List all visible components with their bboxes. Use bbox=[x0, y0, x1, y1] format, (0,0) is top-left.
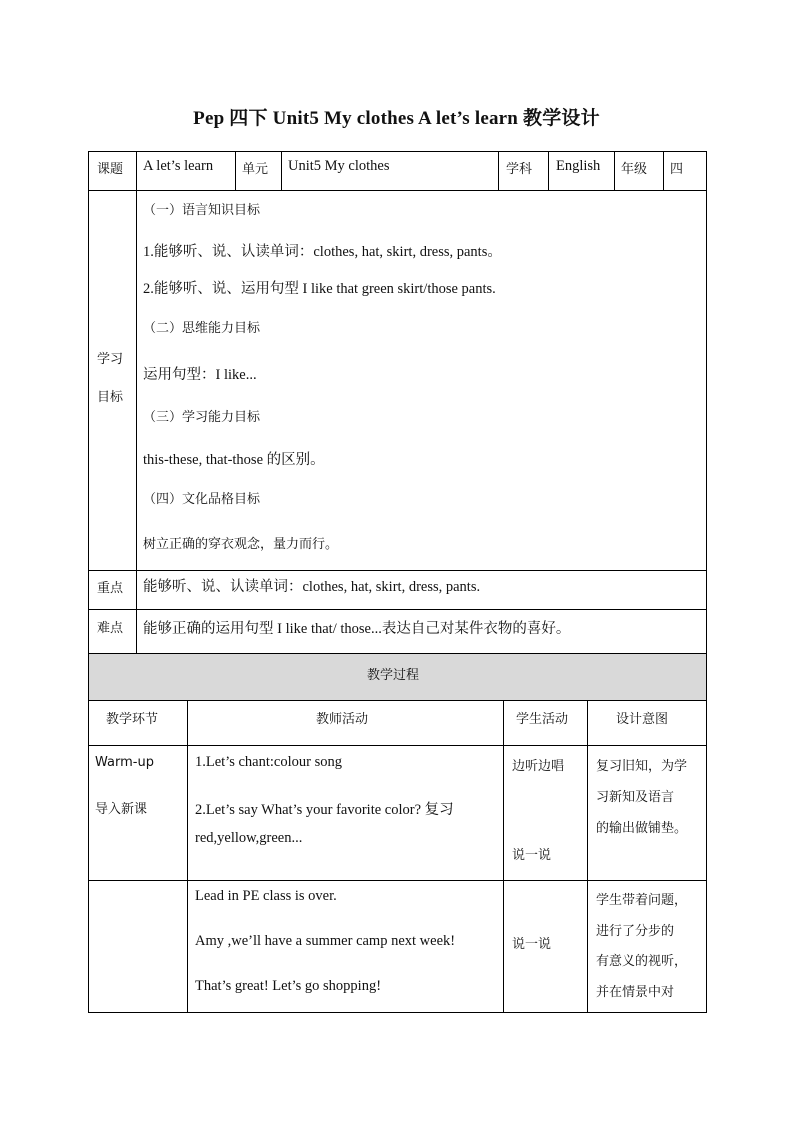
objective-line: （四）文化品格目标 bbox=[143, 492, 261, 507]
student-cell-line: 说一说 bbox=[512, 937, 552, 952]
objective-line: （三）学习能力目标 bbox=[143, 410, 261, 425]
teacher-cell-line: That’s great! Let’s go shopping! bbox=[195, 978, 382, 994]
process-col-divider bbox=[587, 700, 588, 1013]
table-col-divider bbox=[614, 151, 615, 191]
stage-cell-line: 导入新课 bbox=[95, 802, 148, 817]
document-title: Pep 四下 Unit5 My clothes A let’s learn 教学设计 bbox=[193, 108, 600, 129]
intent-cell-line: 习新知及语言 bbox=[596, 790, 675, 805]
process-col-divider bbox=[187, 700, 188, 1013]
intent-cell-line: 复习旧知，为学 bbox=[596, 759, 688, 774]
teacher-cell-line: Lead in PE class is over. bbox=[195, 888, 337, 904]
grade-label: 年级 bbox=[621, 162, 648, 177]
table-row-divider bbox=[88, 609, 707, 610]
table-col-divider bbox=[548, 151, 549, 191]
process-heading: 教学过程 bbox=[367, 668, 420, 683]
objective-line: this-these, that-those 的区别。 bbox=[143, 452, 325, 468]
process-row-divider bbox=[88, 880, 707, 881]
teacher-cell-line: Amy ,we’ll have a summer camp next week! bbox=[195, 933, 456, 949]
table-border-left bbox=[88, 151, 89, 654]
objective-line: 运用句型：I like... bbox=[143, 367, 257, 383]
process-border-bottom bbox=[88, 1012, 707, 1013]
table-col-divider bbox=[136, 151, 137, 654]
difficulty-value: 能够正确的运用句型 I like that/ those...表达自己对某件衣物的喜好。 bbox=[143, 621, 571, 637]
process-border-right bbox=[706, 654, 707, 1013]
student-cell-line: 说一说 bbox=[512, 848, 552, 863]
table-border-right bbox=[706, 151, 707, 654]
grade-value: 四 bbox=[670, 162, 684, 177]
objectives-label: 目标 bbox=[97, 390, 124, 405]
table-col-divider bbox=[663, 151, 664, 191]
objective-line: 2.能够听、说、运用句型 I like that green skirt/those pants. bbox=[143, 281, 496, 297]
objective-line: 1.能够听、说、认读单词：clothes, hat, skirt, dress, pants。 bbox=[143, 244, 502, 260]
objective-line: （一）语言知识目标 bbox=[143, 203, 261, 218]
column-header-teacher: 教师活动 bbox=[316, 712, 369, 727]
objective-line: 树立正确的穿衣观念，量力而行。 bbox=[143, 537, 339, 552]
intent-cell-line: 并在情景中对 bbox=[596, 985, 675, 1000]
unit-label: 单元 bbox=[242, 162, 269, 177]
column-header-intent: 设计意图 bbox=[616, 712, 669, 727]
intent-cell-line: 学生带着问题， bbox=[596, 893, 688, 908]
teacher-cell-line: 2.Let’s say What’s your favorite color? 复习 bbox=[195, 802, 454, 818]
table-col-divider bbox=[498, 151, 499, 191]
student-cell-line: 边听边唱 bbox=[512, 759, 565, 774]
teacher-cell-line: 1.Let’s chant:colour song bbox=[195, 754, 342, 770]
intent-cell-line: 有意义的视听， bbox=[596, 954, 688, 969]
difficulty-label: 难点 bbox=[97, 621, 124, 636]
process-row-divider bbox=[88, 700, 707, 701]
process-col-divider bbox=[503, 700, 504, 1013]
process-row-divider bbox=[88, 745, 707, 746]
teacher-cell-line: red,yellow,green... bbox=[195, 830, 303, 846]
objective-line: （二）思维能力目标 bbox=[143, 321, 261, 336]
column-header-student: 学生活动 bbox=[516, 712, 569, 727]
key-point-label: 重点 bbox=[97, 581, 124, 596]
intent-cell-line: 的输出做铺垫。 bbox=[596, 821, 688, 836]
subject-label: 学科 bbox=[506, 162, 533, 177]
table-col-divider bbox=[281, 151, 282, 191]
topic-label: 课题 bbox=[97, 162, 124, 177]
key-point-value: 能够听、说、认读单词：clothes, hat, skirt, dress, pants. bbox=[143, 579, 481, 595]
process-border-left bbox=[88, 654, 89, 1013]
unit-value: Unit5 My clothes bbox=[288, 158, 390, 174]
intent-cell-line: 进行了分步的 bbox=[596, 924, 675, 939]
column-header-stage: 教学环节 bbox=[106, 712, 159, 727]
table-col-divider bbox=[235, 151, 236, 191]
objectives-label: 学习 bbox=[97, 352, 124, 367]
subject-value: English bbox=[556, 158, 601, 174]
topic-value: A let’s learn bbox=[143, 158, 214, 174]
table-row-divider bbox=[88, 570, 707, 571]
stage-cell-line: Warm-up bbox=[95, 755, 154, 770]
